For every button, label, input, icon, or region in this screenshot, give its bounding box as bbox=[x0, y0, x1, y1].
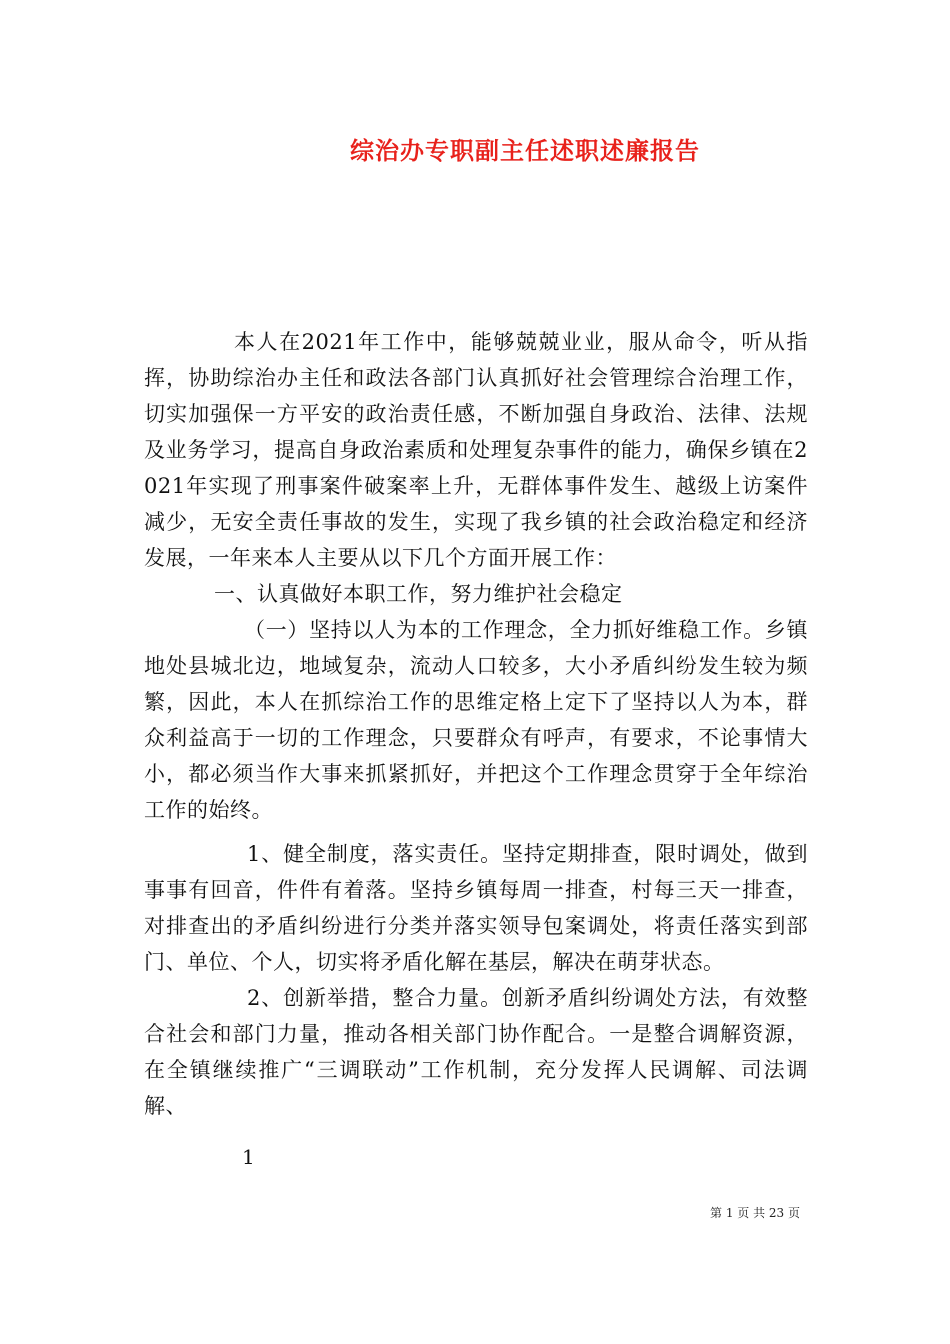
page-number-marker: 1 bbox=[242, 1145, 255, 1169]
document-body bbox=[144, 324, 808, 1124]
page-footer: 第 1 页 共 23 页 bbox=[710, 1206, 800, 1220]
document-title: 综治办专职副主任述职述廉报告 bbox=[350, 136, 700, 165]
paragraph-item-1: 1、健全制度，落实责任。坚持定期排查，限时调处，做到事事有回音，件件有着落。坚持乡镇每周一排查，村每三天一排查，对排查出的矛盾纠纷进行分类并落实领导包案调处，将责任落实到部门、单位、个人，切实将矛盾化解在基层，解决在萌芽状态。 bbox=[144, 842, 808, 974]
paragraph-intro: 本人在2021年工作中，能够兢兢业业，服从命令，听从指挥，协助综治办主任和政法各部门认真抓好社会管理综合治理工作，切实加强保一方平安的政治责任感，不断加强自身政治、法律、法规及业务学习，提高自身政治素质和处理复杂事件的能力，确保乡镇在2021年实现了刑事案件破案率上升，无群体事件发生、越级上访案件减少，无安全责任事故的发生，实现了我乡镇的社会政治稳定和经济发展，一年来本人主要从以下几个方面开展工作： bbox=[144, 330, 808, 570]
paragraph-item-2: 2、创新举措，整合力量。创新矛盾纠纷调处方法，有效整合社会和部门力量，推动各相关部门协作配合。一是整合调解资源，在全镇继续推广“三调联动”工作机制，充分发挥人民调解、司法调解、 bbox=[144, 986, 808, 1118]
section-heading-1: 一、认真做好本职工作，努力维护社会稳定 bbox=[214, 582, 623, 606]
paragraph-subsection-1: （一）坚持以人为本的工作理念，全力抓好维稳工作。乡镇地处县城北边，地域复杂，流动人口较多，大小矛盾纠纷发生较为频繁，因此，本人在抓综治工作的思维定格上定下了坚持以人为本，群众利益高于一切的工作理念，只要群众有呼声，有要求，不论事情大小，都必须当作大事来抓紧抓好，并把这个工作理念贯穿于全年综治工作的始终。 bbox=[144, 618, 808, 822]
